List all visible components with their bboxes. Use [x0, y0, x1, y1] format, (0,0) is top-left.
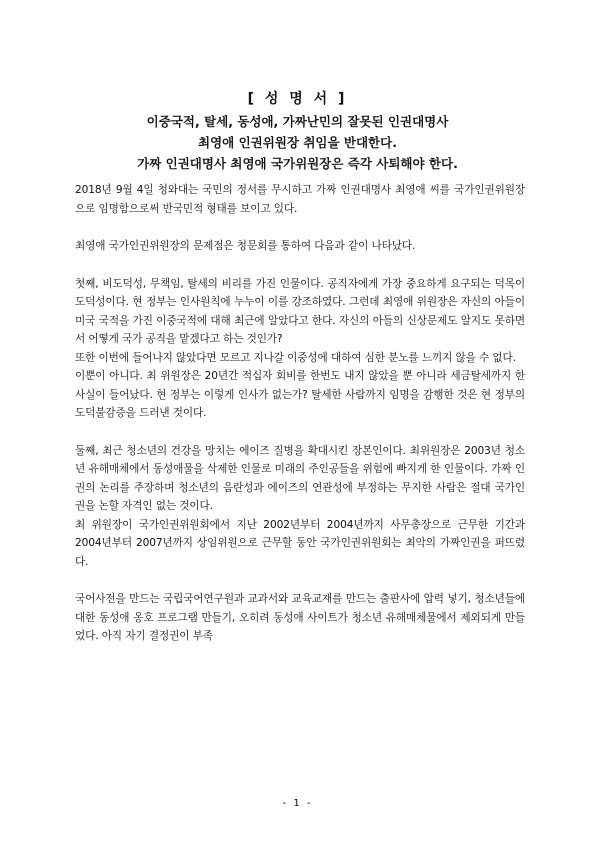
- statement-label: [ 성 명 서 ]: [247, 91, 348, 107]
- paragraph-first-point: 첫째, 비도덕성, 무책임, 탈세의 비리를 가진 인물이다. 공직자에게 가장 중요하게 요구되는 덕목이 도덕성이다. 현 정부는 인사원칙에 누누이 이를 강조하였다. 그런데 최영애 위원장은 자신의 아들이 미국 국적을 가진 이중국적에 대해 최근에 알았다고 한다. 자신의 아들의 신상문제도 알지도 못하면서 어떻게 국가 공직을 맡겠다고 하는 것인가?: [75, 277, 525, 345]
- paragraph-summary: 최영애 국가인권위원장의 문제점은 청문회를 통하여 다음과 같이 나타났다.: [75, 240, 416, 252]
- headline-line-2: 최영애 인권위원장 취임을 반대한다.: [198, 135, 397, 150]
- paragraph-second-career: 최 위원장이 국가인권위원회에서 지난 2002년부터 2004년까지 사무총장으로 근무한 기간과 2004년부터 2007년까지 상임위원으로 근무할 동안 국가인권위원회는 최악의 가짜인권을 퍼뜨렸다.: [75, 518, 525, 568]
- paragraph-second-point: 둘째, 최근 청소년의 건강을 망치는 에이즈 질병을 확대시킨 장본인이다. 최위원장은 2003년 청소년 유해매체에서 동성애물을 삭제한 인물로 미래의 주인공들을 위험에 빠지게 한 인물이다. 가짜 인권의 논리를 주장하며 청소년의 음란성과 에이즈의 연관성에 부정하는 무지한 사람은 절대 국가인권을 논할 자격인 없는 것이다.: [75, 444, 525, 512]
- statement-body: [75, 181, 525, 646]
- paragraph-first-anger: 또한 이번에 들어나지 않았다면 모르고 지나갈 이중성에 대하여 심한 분노를 느끼지 않을 수 없다.: [75, 351, 516, 364]
- paragraph-intro: 2018년 9월 4일 청와대는 국민의 정서를 무시하고 가짜 인권대명사 최영애 씨를 국가인권위원장으로 임명함으로써 반국민적 형태를 보이고 있다.: [75, 184, 525, 215]
- headline-line-1: 이중국적, 탈세, 동성애, 가짜난민의 잘못된 인권대명사: [146, 114, 449, 129]
- headline-line-3: 가짜 인권대명사 최영애 국가위원장은 즉각 사퇴해야 한다.: [137, 156, 458, 171]
- page-number: - 1 -: [282, 798, 313, 809]
- paragraph-dictionary: 국어사전을 만드는 국립국어연구원과 교과서와 교육교재를 만드는 출판사에 압력 넣기, 청소년들에 대한 동성애 옹호 프로그램 만들기, 오히려 동성애 사이트가 청소년 유해매체물에서 제외되게 만들었다. 아직 자기 결정권이 부족: [75, 593, 525, 642]
- paragraph-first-tax: 이뿐이 아니다. 최 위원장은 20년간 적십자 회비를 한번도 내지 않았을 뿐 아니라 세금탈세까지 한 사실이 들어났다. 현 정부는 이렇게 인사가 없는가? 탈세한 사람까지 임명을 감행한 것은 현 정부의 도덕불감증을 드러낸 것이다.: [75, 370, 525, 419]
